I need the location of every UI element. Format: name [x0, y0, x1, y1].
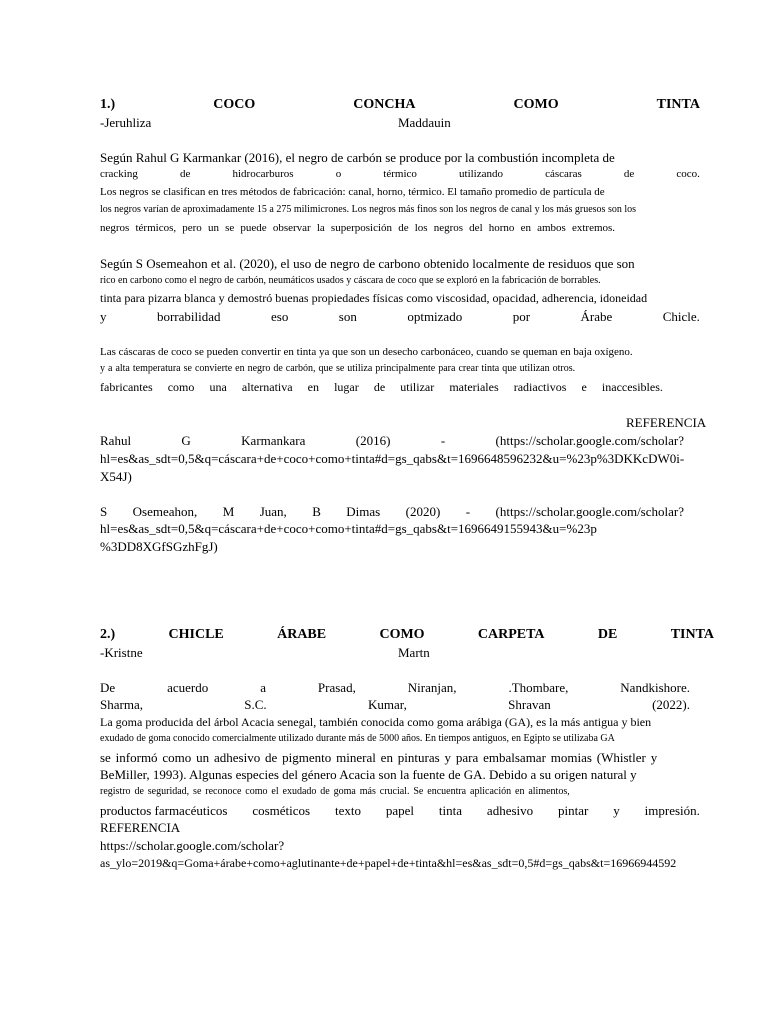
s1-p1-line: cracking de hidrocarburos o térmico utilizando cáscaras de coco.: [100, 168, 700, 180]
s1-p2-line: tinta para pizarra blanca y demostró buenas propiedades físicas como viscosidad, opacidad, adherencia, idoneidad: [100, 291, 648, 305]
section2-heading-word: TINTA: [670, 627, 714, 642]
s2-p1-line: se informó como un adhesivo de pigmento mineral en pinturas y para embalsamar momias (Whistler y: [100, 750, 658, 765]
section1-heading-word: COCO: [213, 97, 256, 112]
section1-author-2: Maddauin: [398, 115, 451, 130]
section2-heading: [100, 627, 714, 643]
section1-heading-word: CONCHA: [353, 97, 416, 112]
s2-ref-line: as_ylo=2019&q=Goma+árabe+como+aglutinante+de+papel+de+tinta&hl=es&as_sdt=0,5#d=gs_qabs&t=16966944592: [100, 856, 677, 870]
section2-author-1: -Kristne: [100, 645, 143, 660]
s1-ref1-line: Rahul G Karmankara (2016) - (https://scholar.google.com/scholar?: [100, 433, 684, 448]
s1-p3-line: y a alta temperatura se convierte en negro de carbón, que se utiliza principalmente para crear tinta que utilizan otros.: [100, 363, 576, 374]
s1-ref2-line: %3DD8XGfSGzhFgJ): [100, 539, 218, 554]
s1-ref2-line: hl=es&as_sdt=0,5&q=cáscara+de+coco+como+tinta#d=gs_qabs&t=1696649155943&u=%23p: [100, 521, 597, 536]
s1-p1-line: negros térmicos, pero un se puede observar la superposición de los negros del horno en ambos extremos.: [100, 222, 616, 234]
s1-ref1-line: hl=es&as_sdt=0,5&q=cáscara+de+coco+como+tinta#d=gs_qabs&t=1696648596232&u=%23p%3DKKcDW0i-: [100, 451, 685, 466]
s2-p1-line: Sharma, S.C. Kumar, Shravan (2022).: [100, 697, 690, 712]
s1-p2-line: y borrabilidad eso son optmizado por Árabe Chicle.: [100, 309, 700, 324]
section1-heading-word: TINTA: [656, 97, 700, 112]
s2-p1-line: BeMiller, 1993). Algunas especies del género Acacia son la fuente de GA. Debido a su origen natural y: [100, 767, 637, 782]
section2-heading-word: ÁRABE: [277, 627, 327, 642]
s1-p1-line: los negros varían de aproximadamente 15 a 275 milimicrones. Los negros más finos son los negros de canal y los más gruesos son los: [100, 204, 637, 215]
s1-p1-line: Los negros se clasifican en tres métodos de fabricación: canal, horno, térmico. El tamaño promedio de partícula de: [100, 186, 605, 198]
section2-heading-word: 2.): [100, 627, 116, 642]
s2-p1-line: productos farmacéuticos cosméticos texto papel tinta adhesivo pintar y impresión.: [100, 803, 700, 818]
s1-p2-line: Según S Osemeahon et al. (2020), el uso de negro de carbono obtenido localmente de residuos que son: [100, 256, 635, 271]
section1-reference-title: REFERENCIA: [626, 415, 707, 430]
section2-reference-title: REFERENCIA: [100, 820, 181, 835]
section2-heading-word: CARPETA: [477, 627, 545, 642]
s1-ref2-line: S Osemeahon, M Juan, B Dimas (2020) - (https://scholar.google.com/scholar?: [100, 504, 684, 519]
s1-p3-line: Las cáscaras de coco se pueden convertir en tinta ya que son un desecho carbonáceo, cuando se queman en baja oxígeno.: [100, 346, 633, 358]
s1-p1-line: Según Rahul G Karmankar (2016), el negro de carbón se produce por la combustión incompleta de: [100, 150, 615, 165]
section1-heading-word: COMO: [513, 97, 559, 112]
s1-p3-line: fabricantes como una alternativa en lugar de utilizar materiales radiactivos e inaccesibles.: [100, 380, 663, 394]
s1-p2-line: rico en carbono como el negro de carbón, neumáticos usados y cáscara de coco que se exploró en la fabricación de borrables.: [100, 275, 601, 286]
s2-p1-line: De acuerdo a Prasad, Niranjan, .Thombare, Nandkishore.: [100, 680, 690, 695]
s1-ref1-line: X54J): [100, 469, 132, 484]
section2-heading-word: DE: [597, 627, 618, 642]
section1-author-1: -Jeruhliza: [100, 115, 152, 130]
section2-author-2: Martn: [398, 645, 430, 660]
s2-p1-line: registro de seguridad, se reconoce como el exudado de goma más crucial. Se encuentra aplicación en alimentos,: [100, 786, 570, 797]
s2-p1-line: La goma producida del árbol Acacia senegal, también conocida como goma arábiga (GA), es la más antigua y bien: [100, 715, 652, 729]
section1-heading: [100, 97, 700, 113]
section2-heading-word: CHICLE: [168, 627, 224, 642]
section1-heading-word: 1.): [100, 97, 116, 112]
section2-heading-word: COMO: [379, 627, 425, 642]
s2-ref-line: https://scholar.google.com/scholar?: [100, 838, 285, 853]
s2-p1-line: exudado de goma conocido comercialmente utilizado durante más de 5000 años. En tiempos antiguos, en Egipto se utilizaba GA: [100, 733, 615, 744]
